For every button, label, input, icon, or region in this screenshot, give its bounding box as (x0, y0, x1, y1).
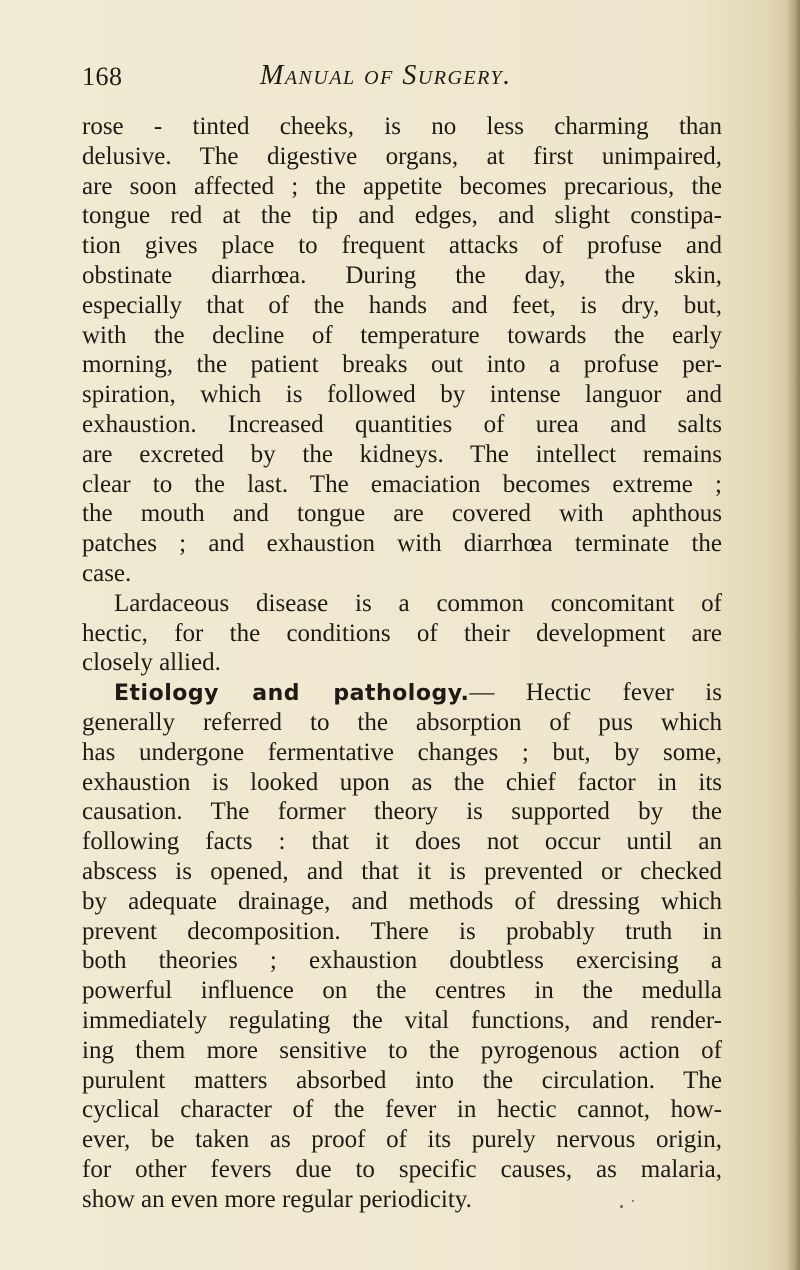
page-edge-shadow (786, 0, 800, 1270)
page-header (82, 62, 722, 102)
paper-speck (620, 1205, 623, 1208)
text-line: hectic, for the conditions of their development are (82, 619, 722, 647)
text-line: case. (82, 559, 132, 587)
text-line: exhaustion is looked upon as the chief factor in its (82, 768, 722, 796)
text-line: clear to the last. The emaciation becomes extreme ; (82, 470, 722, 498)
section-heading: Etiology and pathology. (114, 681, 470, 707)
text-line: patches ; and exhaustion with diarrhœa terminate the (82, 530, 722, 558)
text-line: by adequate drainage, and methods of dressing which (82, 887, 722, 915)
text-line: powerful influence on the centres in the medulla (82, 977, 722, 1005)
body-text (82, 112, 722, 1214)
text-line: rose - tinted cheeks, is no less charming than (82, 113, 722, 140)
text-line: has undergone fermentative changes ; but, by some, (82, 738, 722, 766)
section-heading-line (82, 678, 722, 708)
text-line: closely allied. (82, 649, 221, 677)
text-line: ing them more sensitive to the pyrogenous action of (82, 1036, 722, 1064)
text-line: cyclical character of the fever in hectic cannot, how- (82, 1096, 722, 1124)
text-fragment: — Hectic fever is (469, 679, 722, 707)
text-line: immediately regulating the vital functions, and render- (82, 1006, 722, 1034)
text-line: tion gives place to frequent attacks of profuse and (82, 232, 722, 260)
page-number: 168 (82, 62, 123, 91)
paper-speck (632, 1200, 634, 1202)
text-line: especially that of the hands and feet, is dry, but, (82, 291, 722, 319)
text-line: show an even more regular periodicity. (82, 1185, 472, 1213)
text-line: are excreted by the kidneys. The intellect remains (82, 440, 722, 468)
text-line: both theories ; exhaustion doubtless exercising a (82, 947, 722, 975)
text-line: following facts : that it does not occur until an (82, 828, 722, 856)
text-line: Lardaceous disease is a common concomitant of (114, 589, 722, 617)
text-line: causation. The former theory is supported by the (82, 798, 722, 826)
text-line: the mouth and tongue are covered with aphthous (82, 500, 722, 528)
text-line: abscess is opened, and that it is prevented or checked (82, 857, 722, 885)
text-line: generally referred to the absorption of pus which (82, 708, 722, 736)
text-line: with the decline of temperature towards the early (82, 321, 722, 349)
text-line: spiration, which is followed by intense languor and (82, 381, 722, 409)
text-line: prevent decomposition. There is probably truth in (82, 917, 722, 945)
text-line: delusive. The digestive organs, at first unimpaired, (82, 142, 722, 170)
text-line: obstinate diarrhœa. During the day, the skin, (82, 261, 722, 289)
running-head: Manual of Surgery. (260, 60, 512, 91)
text-line: purulent matters absorbed into the circulation. The (82, 1066, 722, 1094)
text-line: for other fevers due to specific causes, as malaria, (82, 1155, 722, 1183)
text-line: are soon affected ; the appetite becomes precarious, the (82, 172, 722, 200)
text-line: ever, be taken as proof of its purely nervous origin, (82, 1126, 722, 1154)
text-line: morning, the patient breaks out into a profuse per- (82, 351, 722, 379)
text-line: exhaustion. Increased quantities of urea and salts (82, 410, 722, 438)
text-line: tongue red at the tip and edges, and slight constipa- (82, 202, 722, 230)
